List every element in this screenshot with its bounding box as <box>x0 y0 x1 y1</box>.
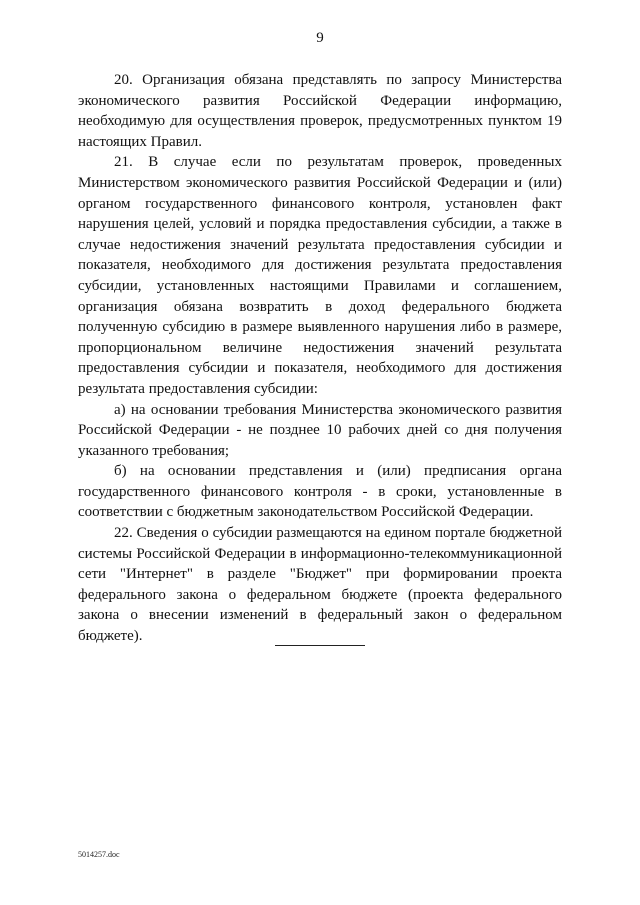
document-body <box>78 70 562 647</box>
paragraph-21-b: б) на основании представления и (или) предписания органа государственного финансового контроля - в сроки, установленные в соответствии с бюджетным законодательством Российской Федерации. <box>78 463 562 521</box>
paragraph-21: 21. В случае если по результатам проверок, проведенных Министерством экономического развития Российской Федерации и (или) органом государственного финансового контроля, установлен факт нарушения целей, условий и порядка предоставления субсидии, а также в случае недостижения значений результата предоставления субсидии и показателя, необходимого для достижения результата предоставления субсидии, установленных настоящими Правилами и соглашением, организация обязана возвратить в доход федерального бюджета полученную субсидию в размере выявленного нарушения либо в размере, пропорциональном величине недостижения значений результата предоставления субсидии и показателя, необходимого для достижения результата предоставления субсидии: <box>78 154 562 397</box>
paragraph-20: 20. Организация обязана представлять по запросу Министерства экономического развития Российской Федерации информацию, необходимую для осуществления проверок, предусмотренных пунктом 19 настоящих Правил. <box>78 72 562 150</box>
paragraph-22: 22. Сведения о субсидии размещаются на едином портале бюджетной системы Российской Федерации в информационно-телекоммуникационной сети "Интернет" в разделе "Бюджет" при формировании проекта федерального закона о федеральном бюджете (проекта федерального закона о внесении изменений в федеральный закон о федеральном бюджете). <box>78 525 562 645</box>
file-name-footer: 5014257.doc <box>78 850 120 859</box>
paragraph-21-a: а) на основании требования Министерства экономического развития Российской Федерации - не позднее 10 рабочих дней со дня получения указанного требования; <box>78 401 562 459</box>
page-number: 9 <box>316 30 324 46</box>
end-divider <box>275 645 365 646</box>
